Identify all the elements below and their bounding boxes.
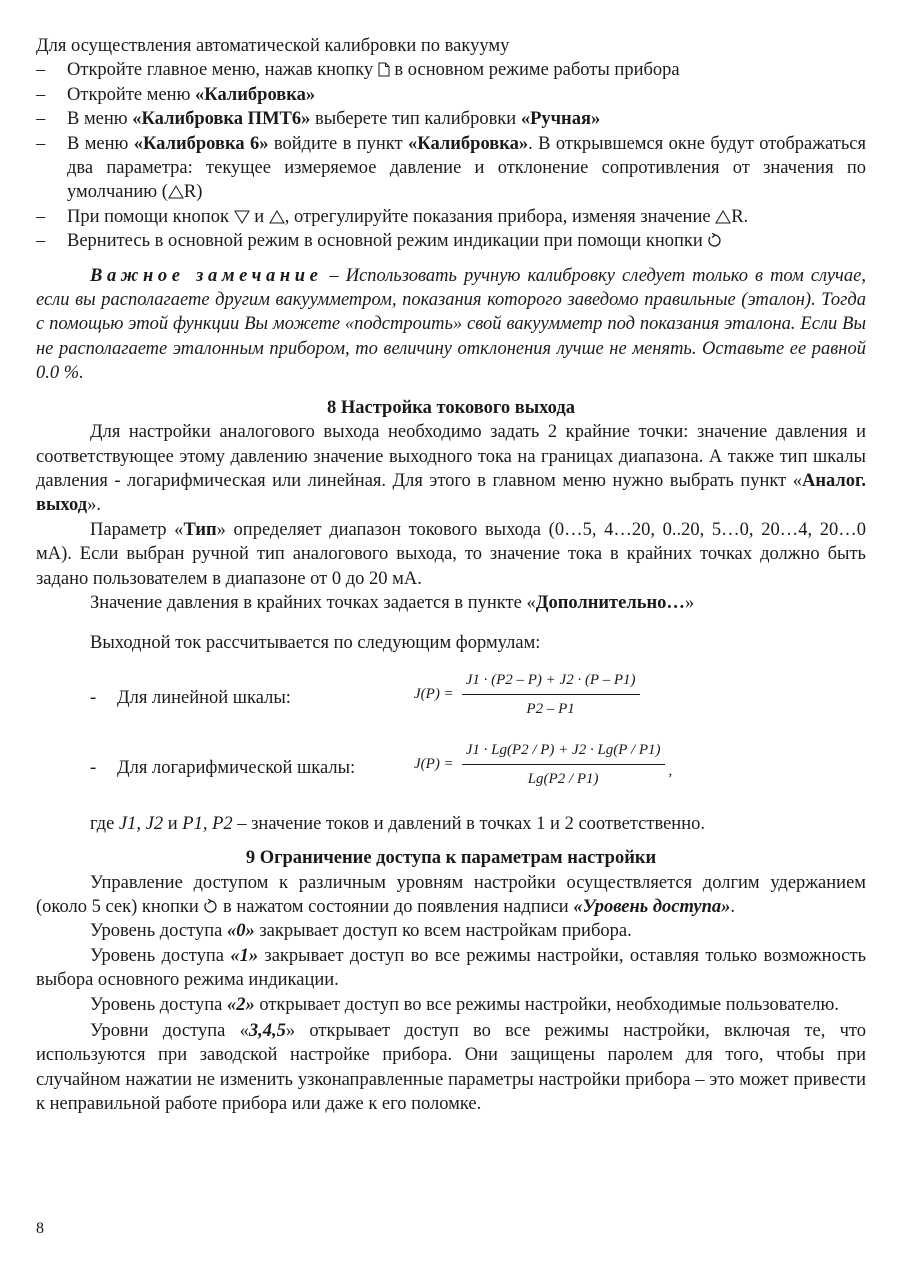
up-triangle-icon	[269, 210, 285, 224]
list-text: войдите в пункт	[268, 133, 409, 154]
formula-dash: -	[90, 757, 97, 778]
list-dash: –	[36, 60, 46, 81]
list-text: R.	[731, 206, 749, 227]
variable-names: J1, J2	[118, 813, 164, 834]
formula-log-equation	[414, 738, 672, 792]
display-message: «Уровень доступа»	[573, 896, 731, 917]
paragraph: Уровни доступа «3,4,5» открывает доступ во все режимы настройки, включая те, что используются при заводской настройке прибора. Они защищены паролем для того, чтобы при случайном нажатии не изменить узконаправленные параметры настройки прибора – это может привести к неправильной работе прибора или даже к его поломке.	[36, 1021, 866, 1115]
formula-comma: ,	[668, 763, 673, 780]
formula-label: Для линейной шкалы:	[117, 687, 291, 708]
paragraph: Уровень доступа «2» открывает доступ во все режимы настройки, необходимые пользователю.	[90, 994, 839, 1015]
formula-label: Для логарифмической шкалы:	[117, 757, 356, 778]
formula-lhs: J(P) =	[414, 686, 454, 703]
variable-names: P1, P2	[182, 813, 233, 834]
list-text: в основном режиме работы прибора	[394, 60, 680, 81]
list-dash: –	[36, 84, 46, 105]
formula-log	[36, 738, 866, 796]
formula-numerator: J1 · (P2 – P) + J2 · (P – P1)	[462, 668, 640, 695]
note-text: – Использовать ручную калибровку следует только в том случае, если вы располагаете другим вакуумметром, показания которого заведомо правильные (эталон). Тогда с помощью этой функции Вы можете «подстроить» свой вакуумметр под показания эталона. Если Вы не располагаете эталонным прибором, то величину отклонения лучше не менять. Оставьте ее равной 0.0 %.	[36, 265, 866, 384]
list-item	[36, 229, 866, 253]
formula-lhs: J(P) =	[414, 756, 454, 773]
paragraph: Уровень доступа «1» закрывает доступ во все режимы настройки, оставляя только возможность выбора основного режима индикации.	[36, 945, 867, 991]
list-item	[36, 132, 866, 205]
list-dash: –	[36, 206, 46, 227]
list-text: При помощи кнопок	[67, 206, 229, 227]
list-text: Вернитесь в основной режим в основной режим индикации при помощи кнопки	[67, 231, 703, 252]
paragraph: Для настройки аналогового выхода необходимо задать 2 крайние точки: значение давления и соответствующее этому давлению значение выходного тока на границах диапазона. А также тип шкалы давления - логарифмическая или линейная. Для этого в главном меню нужно выбрать пункт «Аналог. выход».	[36, 422, 866, 516]
list-item	[36, 107, 866, 131]
list-text: В меню	[67, 109, 133, 130]
list-text: выберете тип калибровки	[310, 109, 521, 130]
page-menu-icon	[378, 62, 390, 77]
access-level: «1»	[230, 945, 259, 966]
access-level: «0»	[226, 921, 255, 942]
formula-linear-equation	[414, 668, 640, 722]
paragraph: Управление доступом к различным уровням настройки осуществляется долгим удержанием (около 5 сек) кнопки в нажатом состоянии до появления надписи «Уровень доступа».	[36, 872, 866, 917]
list-text: В меню	[67, 133, 134, 154]
formula-linear	[36, 668, 866, 726]
list-text: . В открывшемся окне будут отображаться два параметра: текущее измеряемое давление и отклонение сопротивления от значения по умолчанию (	[67, 133, 867, 203]
intro-text: Для осуществления автоматической калибровки по вакууму	[36, 36, 510, 56]
list-text: Откройте меню	[67, 84, 196, 105]
list-dash: –	[36, 231, 46, 252]
down-triangle-icon	[234, 210, 250, 224]
formula-numerator: J1 · Lg(P2 / P) + J2 · Lg(P / P1)	[462, 738, 665, 765]
list-text: R)	[183, 182, 203, 203]
paragraph: Значение давления в крайних точках задается в пункте «Дополнительно…»	[90, 592, 695, 613]
formula-denominator: Lg(P2 / P1)	[527, 771, 599, 788]
page-number: 8	[36, 1220, 44, 1237]
list-dash: –	[36, 109, 46, 130]
list-text: и	[254, 206, 265, 227]
paragraph: Уровень доступа «0» закрывает доступ ко всем настройкам прибора.	[90, 921, 632, 942]
return-arrow-icon	[203, 899, 218, 914]
important-note	[36, 264, 866, 386]
paragraph: Параметр «Тип» определяет диапазон токового выхода (0…5, 4…20, 0..20, 5…0, 20…4, 20…0 мА). Если выбран ручной тип аналогового выхода, то значение тока в крайних точках должно быть задано пользователем в диапазоне от 0 до 20 мА.	[36, 519, 867, 589]
section-heading: 8 Настройка токового выхода	[326, 397, 576, 418]
note-label: Важное замечание	[90, 265, 323, 286]
menu-item-name: «Калибровка»	[408, 133, 529, 154]
option-name: «Ручная»	[520, 109, 601, 130]
formula-dash: -	[90, 687, 97, 708]
list-text: Откройте главное меню, нажав кнопку	[67, 60, 374, 81]
document-page	[36, 34, 866, 1117]
list-item	[36, 205, 866, 229]
return-arrow-icon	[707, 233, 722, 248]
list-item	[36, 83, 866, 107]
access-level: «2»	[226, 994, 255, 1015]
menu-name: «Калибровка ПМТ6»	[132, 109, 311, 130]
paragraph: где J1, J2 и P1, P2 – значение токов и давлений в точках 1 и 2 соответственно.	[90, 813, 705, 834]
list-dash: –	[36, 133, 46, 154]
access-level: 3,4,5	[248, 1021, 286, 1041]
formula-denominator: P2 – P1	[526, 701, 575, 718]
menu-item-name: Аналог. выход	[36, 470, 866, 516]
list-item	[36, 58, 866, 82]
delta-triangle-icon	[715, 210, 731, 224]
menu-name: «Калибровка»	[195, 84, 316, 105]
section-heading: 9 Ограничение доступа к параметрам настройки	[245, 848, 657, 869]
menu-item-name: Дополнительно…	[535, 592, 685, 613]
delta-triangle-icon	[168, 185, 184, 199]
parameter-name: Тип	[183, 519, 217, 540]
menu-name: «Калибровка 6»	[133, 133, 269, 154]
paragraph: Выходной ток рассчитывается по следующим формулам:	[90, 633, 541, 654]
list-text: , отрегулируйте показания прибора, изменяя значение	[284, 206, 711, 227]
